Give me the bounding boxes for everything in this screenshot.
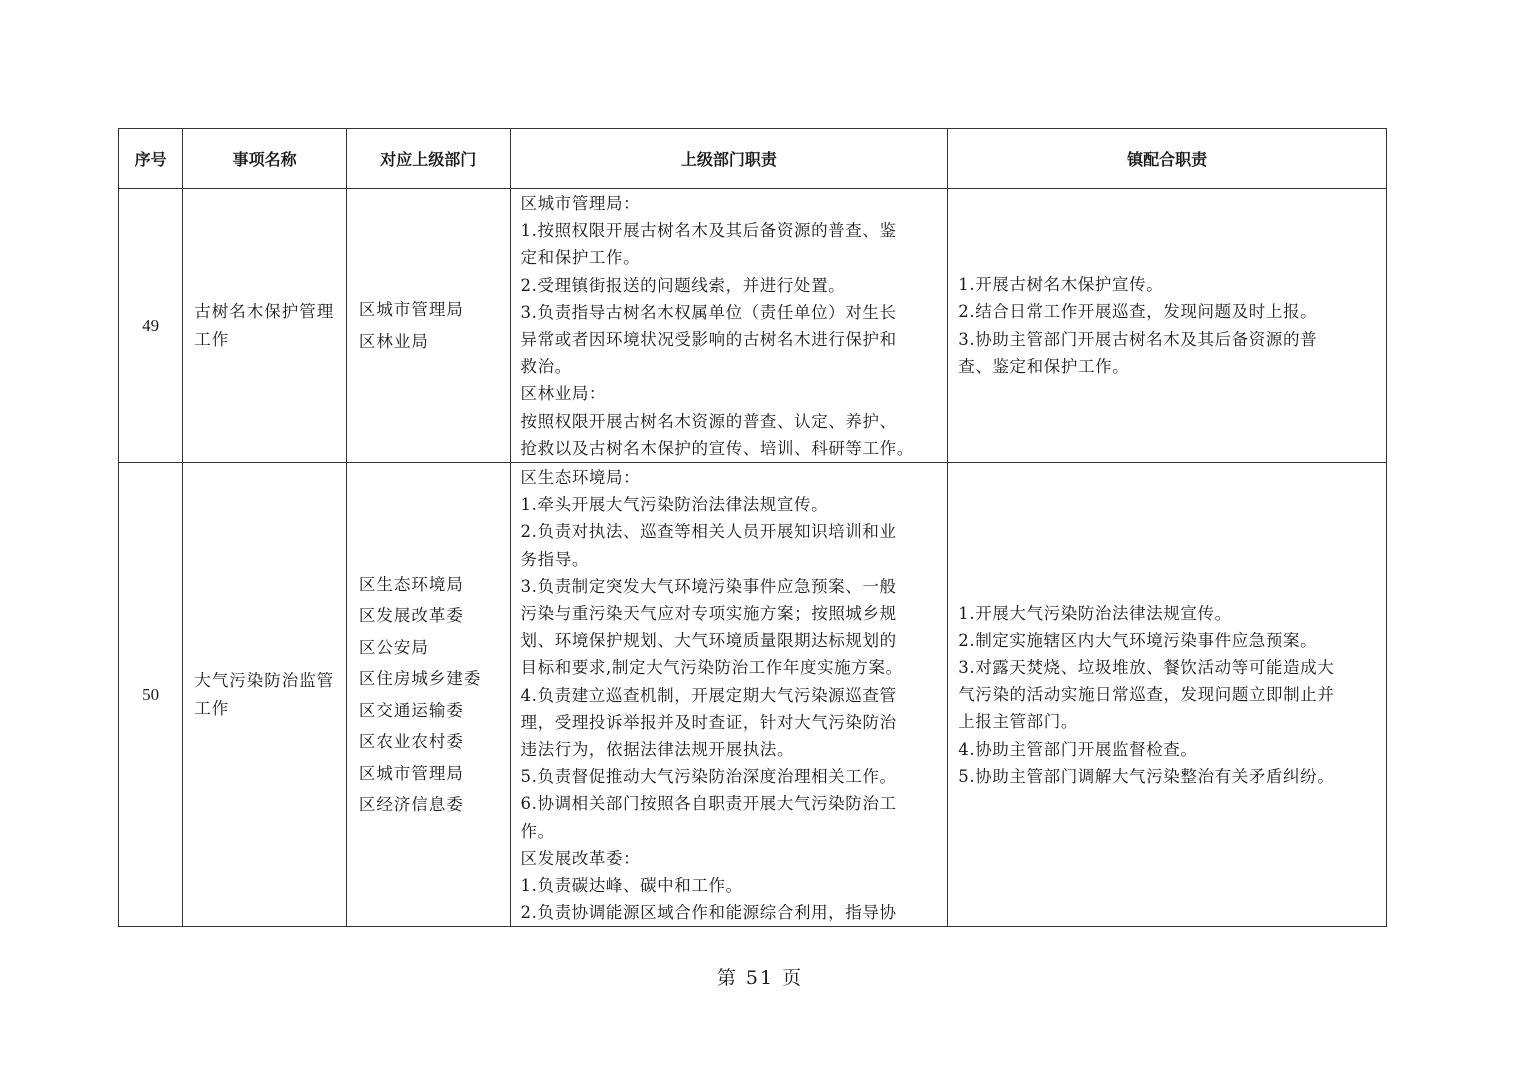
row-seq: 50: [119, 463, 183, 927]
duty-line: 2.结合日常工作开展巡查，发现问题及时上报。: [958, 302, 1318, 322]
department-item: 区交通运输委: [358, 700, 464, 720]
duty-line: 异常或者因环境状况受影响的古树名木进行保护和: [520, 330, 897, 350]
duty-line: 理，受理投诉举报并及时查证，针对大气污染防治: [520, 712, 897, 732]
duty-line: 气污染的活动实施日常巡查，发现问题立即制止并: [958, 685, 1335, 705]
duty-line: 2.受理镇街报送的问题线索，并进行处置。: [520, 275, 846, 295]
duty-line: 2.负责协调能源区域合作和能源综合利用，指导协: [520, 903, 897, 923]
duty-line: 目标和要求,制定大气污染防治工作年度实施方案。: [520, 658, 903, 678]
duty-line: 救治。: [520, 357, 572, 377]
department-item: 区发展改革委: [358, 606, 464, 626]
duty-line: 区林业局：: [520, 384, 607, 404]
table-row: [119, 463, 1387, 927]
duty-line: 定和保护工作。: [520, 248, 641, 268]
duty-line: 1.负责碳达峰、碳中和工作。: [520, 876, 743, 896]
department-item: 区城市管理局: [358, 763, 464, 783]
duty-line: 1.牵头开展大气污染防治法律法规宣传。: [520, 495, 829, 515]
duty-line: 4.协助主管部门开展监督检查。: [958, 739, 1198, 759]
department-item: 区住房城乡建委: [358, 669, 482, 689]
header-seq: 序号: [119, 129, 183, 189]
row-seq: 49: [119, 189, 183, 463]
row-town-duties: [948, 463, 1387, 927]
duty-line: 5.负责督促推动大气污染防治深度治理相关工作。: [520, 767, 897, 787]
department-item: 区经济信息委: [358, 795, 464, 815]
department-item: 区城市管理局: [358, 300, 464, 320]
duty-line: 区生态环境局：: [520, 468, 641, 488]
row-item-name: 大气污染防治监管工作: [183, 463, 347, 927]
row-upper-duties: [510, 463, 948, 927]
duty-line: 5.协助主管部门调解大气污染整治有关矛盾纠纷。: [958, 766, 1335, 786]
header-upper-duties: 上级部门职责: [510, 129, 948, 189]
header-item-name: 事项名称: [183, 129, 347, 189]
duty-line: 区发展改革委：: [520, 848, 641, 868]
department-item: 区公安局: [358, 637, 429, 657]
duty-line: 2.负责对执法、巡查等相关人员开展知识培训和业: [520, 522, 897, 542]
page-number: 第 51 页: [716, 967, 804, 989]
department-item: 区生态环境局: [358, 574, 464, 594]
header-upper-department: 对应上级部门: [346, 129, 510, 189]
duty-line: 2.制定实施辖区内大气环境污染事件应急预案。: [958, 630, 1318, 650]
duty-line: 3.负责指导古树名木权属单位（责任单位）对生长: [520, 302, 897, 322]
duty-line: 抢救以及古树名木保护的宣传、培训、科研等工作。: [520, 438, 914, 458]
duty-line: 查、鉴定和保护工作。: [958, 356, 1130, 376]
duty-line: 违法行为，依据法律法规开展执法。: [520, 740, 795, 760]
duty-line: 务指导。: [520, 549, 589, 569]
duty-line: 污染与重污染天气应对专项实施方案；按照城乡规: [520, 604, 897, 624]
duty-line: 按照权限开展古树名木资源的普查、认定、养护、: [520, 411, 897, 431]
duty-line: 1.按照权限开展古树名木及其后备资源的普查、鉴: [520, 221, 897, 241]
duty-line: 上报主管部门。: [958, 712, 1078, 732]
department-item: 区林业局: [358, 331, 429, 351]
table-header-row: [119, 129, 1387, 189]
header-town-duties: 镇配合职责: [948, 129, 1387, 189]
duty-line: 3.协助主管部门开展古树名木及其后备资源的普: [958, 329, 1318, 349]
row-upper-duties: [510, 189, 948, 463]
department-item: 区农业农村委: [358, 732, 464, 752]
row-departments: [346, 189, 510, 463]
duty-line: 4.负责建立巡查机制，开展定期大气污染源巡查管: [520, 685, 897, 705]
duty-line: 划、环境保护规划、大气环境质量限期达标规划的: [520, 631, 897, 651]
duty-table: [118, 128, 1387, 927]
duty-line: 3.对露天焚烧、垃圾堆放、餐饮活动等可能造成大: [958, 657, 1335, 677]
duty-line: 3.负责制定突发大气环境污染事件应急预案、一般: [520, 576, 897, 596]
duty-line: 6.协调相关部门按照各自职责开展大气污染防治工: [520, 794, 897, 814]
row-item-name: 古树名木保护管理工作: [183, 189, 347, 463]
duty-line: 1.开展大气污染防治法律法规宣传。: [958, 603, 1232, 623]
duty-line: 作。: [520, 821, 555, 841]
table-row: [119, 189, 1387, 463]
row-town-duties: [948, 189, 1387, 463]
duty-line: 区城市管理局：: [520, 194, 641, 213]
duty-line: 1.开展古树名木保护宣传。: [958, 275, 1164, 295]
row-departments: [346, 463, 510, 927]
